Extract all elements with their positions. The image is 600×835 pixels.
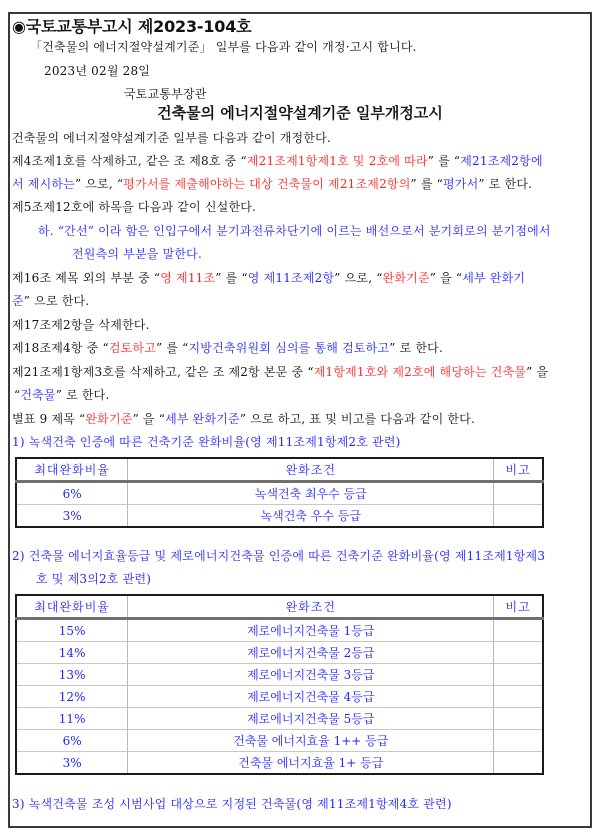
ratio-cell: 15%: [16, 619, 128, 642]
text: ” 으로, “: [74, 177, 124, 191]
text: 별표 9 제목 “: [12, 412, 86, 426]
paragraph-4-line-1: 하. “간선” 이라 함은 인입구에서 분기과전류차단기에 이르는 배선으로서 분기회로의 분기점에서: [38, 224, 551, 238]
section-2-table: [15, 594, 544, 775]
text: ” 으로 하고, 표 및 비고를 다음과 같이 한다.: [239, 412, 475, 426]
table-row: [16, 708, 543, 730]
paragraph-7: [12, 340, 443, 356]
text: ” 으로 한다.: [23, 294, 90, 308]
condition-cell: 녹색건축 최우수 등급: [128, 482, 494, 505]
inserted-text: 세부 완화기: [462, 271, 526, 285]
note-cell: [494, 752, 543, 775]
table-header-row: [16, 458, 543, 482]
inserted-text: 건축물: [20, 388, 56, 402]
text: ” 로 한다.: [478, 177, 533, 191]
text: ” 를 “: [410, 177, 443, 191]
note-cell: [494, 505, 543, 528]
deleted-text: 검토하고: [108, 341, 157, 355]
table-row: [16, 482, 543, 505]
paragraph-6: 제17조제2항을 삭제한다.: [12, 318, 150, 332]
note-cell: [494, 482, 543, 505]
paragraph-9: [12, 411, 475, 427]
paragraph-2-line-1: [12, 153, 543, 169]
table-row: [16, 752, 543, 775]
text: ” 을 “: [429, 271, 463, 285]
text: ” 을 “: [132, 412, 166, 426]
section-2-heading-line-2: 호 및 제3의2호 관련): [36, 572, 152, 586]
text: ” 를 “: [427, 154, 461, 168]
column-header: 완화조건: [128, 595, 494, 619]
notice-intro: 「건축물의 에너지절약설계기준」 일부를 다음과 같이 개정·고시 합니다.: [30, 40, 417, 54]
ratio-cell: 6%: [16, 482, 128, 505]
section-2-heading-line-1: 2) 건축물 에너지효율등급 및 제로에너지건축물 인증에 따른 건축기준 완화비율(영 제11조제1항제3: [12, 549, 546, 563]
condition-cell: 건축물 에너지효율 1++ 등급: [128, 730, 494, 752]
text: ” 을: [526, 365, 549, 379]
paragraph-3: 제5조제12호에 하목을 다음과 같이 신설한다.: [12, 200, 257, 214]
table-row: [16, 730, 543, 752]
column-header: 완화조건: [128, 458, 494, 482]
ratio-cell: 6%: [16, 730, 128, 752]
inserted-text: 제21조제2항에: [460, 154, 543, 168]
text: ” 로 한다.: [55, 388, 110, 402]
table-row: [16, 686, 543, 708]
ratio-cell: 12%: [16, 686, 128, 708]
text: “: [14, 388, 21, 402]
text: 제4조제1호를 삭제하고, 같은 조 제8호 중 “: [12, 154, 247, 168]
inserted-text: 서 제시하는: [12, 177, 75, 191]
deleted-text: 제1항제1호와 제2호에 해당하는 건축물: [313, 365, 527, 379]
notice-document: [8, 12, 592, 828]
inserted-text: 세부 완화기준: [165, 412, 240, 426]
column-header: 최대완화비율: [16, 595, 128, 619]
text: 제21조제1항제3호를 삭제하고, 같은 조 제2항 본문 중 “: [12, 365, 314, 379]
text: ” 를 “: [156, 341, 189, 355]
section-1-table: [15, 457, 544, 528]
ratio-cell: 13%: [16, 664, 128, 686]
table-row: [16, 664, 543, 686]
paragraph-8-line-2: [14, 387, 110, 403]
section-1-heading: 1) 녹색건축 인증에 따른 건축기준 완화비율(영 제11조제1항제2호 관련): [12, 435, 401, 449]
text: ” 으로, “: [334, 271, 383, 285]
deleted-text: 완화기준: [382, 271, 430, 285]
inserted-text: 준: [12, 294, 24, 308]
condition-cell: 제로에너지건축물 5등급: [128, 708, 494, 730]
inserted-text: 평가서: [443, 177, 479, 191]
condition-cell: 제로에너지건축물 1등급: [128, 619, 494, 642]
table-header-row: [16, 595, 543, 619]
condition-cell: 제로에너지건축물 3등급: [128, 664, 494, 686]
inserted-text: 영 제11조제2항: [247, 271, 335, 285]
condition-cell: 제로에너지건축물 2등급: [128, 642, 494, 664]
column-header: 비고: [494, 458, 543, 482]
paragraph-5-line-2: [12, 293, 89, 309]
note-cell: [494, 619, 543, 642]
note-cell: [494, 642, 543, 664]
paragraph-8-line-1: [12, 364, 548, 380]
text: 제18조제4항 중 “: [12, 341, 109, 355]
paragraph-5-line-1: [12, 270, 525, 286]
note-cell: [494, 664, 543, 686]
condition-cell: 건축물 에너지효율 1+ 등급: [128, 752, 494, 775]
paragraph-1: 건축물의 에너지절약설계기준 일부를 다음과 같이 개정한다.: [12, 131, 331, 145]
inserted-text: 지방건축위원회 심의를 통해 검토하고: [188, 341, 390, 355]
note-cell: [494, 708, 543, 730]
deleted-text: 평가서를 제출해야하는 대상 건축물이 제21조제2항의: [123, 177, 411, 191]
column-header: 최대완화비율: [16, 458, 128, 482]
condition-cell: 제로에너지건축물 4등급: [128, 686, 494, 708]
ratio-cell: 3%: [16, 752, 128, 775]
notice-number: ◉국토교통부고시 제2023-104호: [12, 17, 252, 36]
document-title: 건축물의 에너지절약설계기준 일부개정고시: [157, 104, 443, 122]
note-cell: [494, 686, 543, 708]
note-cell: [494, 730, 543, 752]
table-row: [16, 619, 543, 642]
text: ” 를 “: [215, 271, 248, 285]
section-3-heading: 3) 녹색건축물 조성 시범사업 대상으로 지정된 건축물(영 제11조제1항제4호 관련): [12, 797, 452, 811]
notice-issuer: 국토교통부장관: [124, 87, 207, 101]
text: 제16조 제목 외의 부분 중 “: [12, 271, 161, 285]
paragraph-4-line-2: 전원측의 부분을 말한다.: [72, 247, 202, 261]
text: ” 로 한다.: [389, 341, 443, 355]
ratio-cell: 14%: [16, 642, 128, 664]
table-row: [16, 505, 543, 528]
deleted-text: 완화기준: [85, 412, 133, 426]
ratio-cell: 11%: [16, 708, 128, 730]
deleted-text: 제21조제1항제1호 및 2호에 따라: [246, 154, 428, 168]
column-header: 비고: [494, 595, 543, 619]
ratio-cell: 3%: [16, 505, 128, 528]
notice-date: 2023년 02월 28일: [44, 64, 151, 78]
paragraph-2-line-2: [12, 176, 532, 192]
deleted-text: 영 제11조: [160, 271, 216, 285]
condition-cell: 녹색건축 우수 등급: [128, 505, 494, 528]
table-row: [16, 642, 543, 664]
